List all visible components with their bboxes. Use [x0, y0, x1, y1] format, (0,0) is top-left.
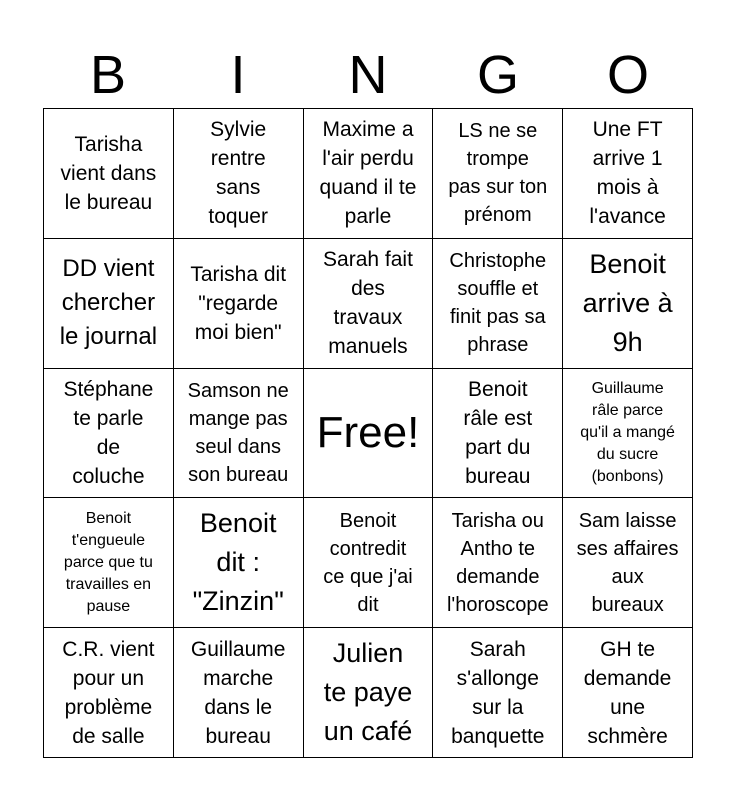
- cell-text: LS ne se trompe pas sur ton prénom: [448, 120, 548, 227]
- bingo-cell[interactable]: [433, 369, 563, 499]
- cell-text: Samson ne mange pas seul dans son bureau: [187, 379, 289, 486]
- bingo-cell[interactable]: [433, 109, 563, 239]
- bingo-cell[interactable]: [44, 498, 174, 628]
- bingo-cell[interactable]: [563, 628, 693, 758]
- cell-text: Benoit contredit ce que j'ai dit: [323, 509, 413, 616]
- bingo-cell[interactable]: [304, 628, 434, 758]
- cell-text: Tarisha dit "regarde moi bien": [190, 262, 287, 344]
- bingo-cell[interactable]: [174, 369, 304, 499]
- cell-text: Benoit dit : "Zinzin": [192, 508, 284, 617]
- cell-text: Julien te paye un café: [323, 638, 413, 747]
- header-letter-g: G: [476, 45, 519, 105]
- bingo-cell[interactable]: [44, 628, 174, 758]
- bingo-cell[interactable]: [44, 109, 174, 239]
- cell-text: DD vient chercher le journal: [59, 255, 158, 351]
- bingo-cell[interactable]: [304, 498, 434, 628]
- cell-text: Tarisha ou Antho te demande l'horoscope: [446, 509, 549, 616]
- bingo-cell[interactable]: [44, 239, 174, 369]
- bingo-card: [43, 108, 693, 758]
- header-letter-o: O: [606, 45, 649, 105]
- bingo-cell[interactable]: [174, 239, 304, 369]
- cell-text: C.R. vient pour un problème de salle: [62, 637, 155, 748]
- bingo-cell[interactable]: [304, 239, 434, 369]
- cell-text: GH te demande une schmère: [583, 637, 672, 748]
- free-text: Free!: [316, 407, 420, 457]
- bingo-cell[interactable]: [563, 109, 693, 239]
- cell-text: Guillaume marche dans le bureau: [190, 637, 286, 748]
- cell-text: Sylvie rentre sans toquer: [208, 118, 268, 229]
- bingo-cell[interactable]: [563, 369, 693, 499]
- cell-text: Sam laisse ses affaires aux bureaux: [576, 509, 679, 616]
- cell-text: Tarisha vient dans le bureau: [60, 132, 157, 214]
- cell-text: Christophe souffle et finit pas sa phrase: [449, 250, 547, 357]
- cell-text: Stéphane te parle de coluche: [63, 377, 154, 488]
- bingo-cell[interactable]: [433, 239, 563, 369]
- cell-text: Benoit t'engueule parce que tu travailles en pause: [63, 509, 153, 615]
- bingo-cell[interactable]: [174, 498, 304, 628]
- bingo-cell[interactable]: [174, 109, 304, 239]
- bingo-cell[interactable]: [44, 369, 174, 499]
- bingo-cell[interactable]: [304, 109, 434, 239]
- cell-text: Benoit arrive à 9h: [582, 248, 673, 357]
- header-letter-n: N: [348, 45, 388, 105]
- cell-text: Maxime a l'air perdu quand il te parle: [319, 118, 417, 229]
- cell-text: Une FT arrive 1 mois à l'avance: [589, 118, 666, 229]
- cell-text: Sarah fait des travaux manuels: [323, 248, 413, 359]
- cell-text: Sarah s'allonge sur la banquette: [451, 637, 545, 748]
- bingo-cell[interactable]: [563, 239, 693, 369]
- bingo-cell[interactable]: [174, 628, 304, 758]
- bingo-cell[interactable]: [433, 628, 563, 758]
- free-cell[interactable]: [304, 369, 434, 499]
- bingo-cell[interactable]: [433, 498, 563, 628]
- cell-text: Benoit râle est part du bureau: [463, 377, 533, 488]
- bingo-header: [43, 44, 693, 106]
- cell-text: Guillaume râle parce qu'il a mangé du sucre (bonbons): [580, 379, 675, 485]
- header-letter-i: I: [230, 45, 246, 105]
- header-letter-b: B: [89, 45, 127, 105]
- bingo-cell[interactable]: [563, 498, 693, 628]
